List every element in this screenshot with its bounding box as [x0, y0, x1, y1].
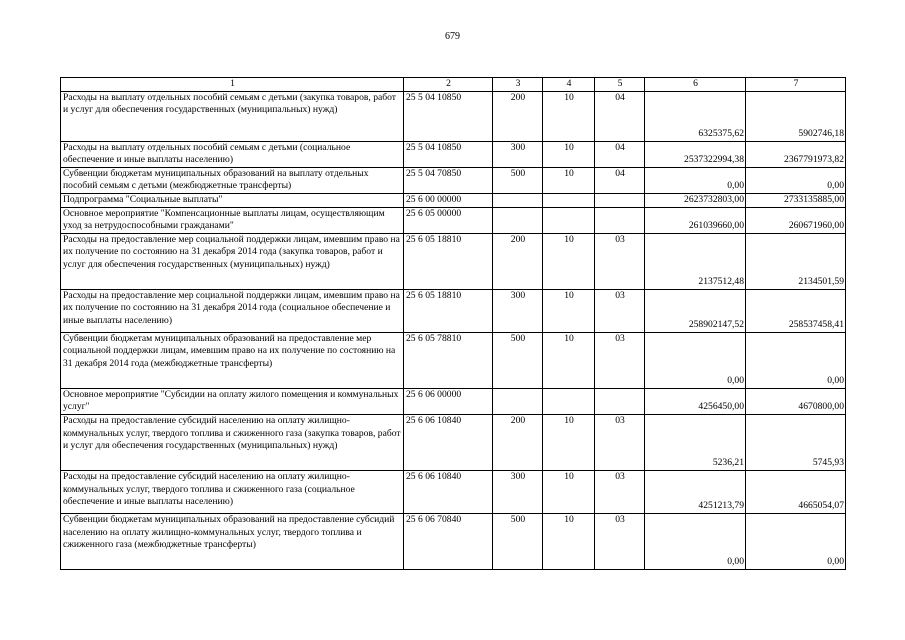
row-expense-type: 500 [493, 332, 543, 388]
row-description: Субвенции бюджетам муниципальных образований на предоставление мер социальной поддержки лицам, имевшим право на их получение по состоянию на 31 декабря 2014 года (межбюджетные трансферты) [61, 332, 404, 388]
row-amount-col6: 0,00 [645, 332, 746, 388]
table-row [61, 233, 846, 289]
row-description: Расходы на выплату отдельных пособий семьям с детьми (закупка товаров, работ и услуг для обеспечения государственных (муниципальных) нужд) [61, 91, 404, 141]
row-amount-col6: 6325375,62 [645, 91, 746, 141]
row-section: 10 [543, 233, 595, 289]
header-cell: 6 [645, 78, 746, 92]
table-row [61, 207, 846, 233]
row-description: Основное мероприятие "Компенсационные выплаты лицам, осуществляющим уход за нетрудоспособными гражданами" [61, 207, 404, 233]
row-expense-type: 300 [493, 470, 543, 513]
row-amount-col7: 4665054,07 [746, 470, 846, 513]
row-section: 10 [543, 141, 595, 167]
row-expense-type: 200 [493, 233, 543, 289]
row-amount-col6: 4251213,79 [645, 470, 746, 513]
row-subsection [595, 193, 645, 207]
row-subsection: 04 [595, 91, 645, 141]
row-code: 25 6 05 00000 [404, 207, 493, 233]
row-amount-col7: 258537458,41 [746, 289, 846, 332]
table-row [61, 91, 846, 141]
row-subsection: 03 [595, 513, 645, 569]
row-expense-type [493, 207, 543, 233]
row-section: 10 [543, 91, 595, 141]
row-amount-col7: 260671960,00 [746, 207, 846, 233]
row-section: 10 [543, 470, 595, 513]
row-description: Расходы на выплату отдельных пособий семьям с детьми (социальное обеспечение и иные выплаты населению) [61, 141, 404, 167]
table-row [61, 513, 846, 569]
row-expense-type [493, 388, 543, 414]
row-section [543, 193, 595, 207]
row-description: Субвенции бюджетам муниципальных образований на предоставление субсидий населению на оплату жилищно-коммунальных услуг, твердого топлива и сжиженного газа (межбюджетные трансферты) [61, 513, 404, 569]
row-description: Расходы на предоставление субсидий населению на оплату жилищно-коммунальных услуг, твердого топлива и сжиженного газа (закупка товаров, работ и услуг для обеспечения государственных (муниципальных) нужд) [61, 414, 404, 470]
header-cell: 7 [746, 78, 846, 92]
row-amount-col7: 5745,93 [746, 414, 846, 470]
row-amount-col6: 2623732803,00 [645, 193, 746, 207]
row-expense-type: 300 [493, 289, 543, 332]
row-subsection [595, 388, 645, 414]
row-amount-col7: 2367791973,82 [746, 141, 846, 167]
row-description: Расходы на предоставление мер социальной поддержки лицам, имевшим право на их получение по состоянию на 31 декабря 2014 года (социальное обеспечение и иные выплаты населению) [61, 289, 404, 332]
row-section: 10 [543, 414, 595, 470]
row-amount-col6: 5236,21 [645, 414, 746, 470]
row-amount-col7: 2733135885,00 [746, 193, 846, 207]
row-amount-col6: 0,00 [645, 513, 746, 569]
row-amount-col7: 0,00 [746, 332, 846, 388]
header-cell: 5 [595, 78, 645, 92]
row-subsection: 03 [595, 414, 645, 470]
row-code: 25 5 04 10850 [404, 91, 493, 141]
row-amount-col7: 5902746,18 [746, 91, 846, 141]
row-code: 25 6 06 00000 [404, 388, 493, 414]
header-cell: 1 [61, 78, 404, 92]
row-expense-type: 300 [493, 141, 543, 167]
row-code: 25 6 00 00000 [404, 193, 493, 207]
row-code: 25 6 06 10840 [404, 414, 493, 470]
row-section: 10 [543, 289, 595, 332]
row-section: 10 [543, 332, 595, 388]
header-cell: 4 [543, 78, 595, 92]
row-expense-type: 500 [493, 167, 543, 193]
row-expense-type: 500 [493, 513, 543, 569]
row-expense-type: 200 [493, 414, 543, 470]
row-amount-col6: 4256450,00 [645, 388, 746, 414]
row-code: 25 6 05 18810 [404, 289, 493, 332]
row-description: Расходы на предоставление субсидий населению на оплату жилищно-коммунальных услуг, твердого топлива и сжиженного газа (социальное обеспечение и иные выплаты населению) [61, 470, 404, 513]
row-section: 10 [543, 513, 595, 569]
row-amount-col6: 261039660,00 [645, 207, 746, 233]
table-row [61, 167, 846, 193]
row-amount-col7: 2134501,59 [746, 233, 846, 289]
table-row [61, 193, 846, 207]
row-amount-col6: 2537322994,38 [645, 141, 746, 167]
table-header-row [61, 78, 846, 92]
row-subsection: 03 [595, 289, 645, 332]
page-number: 679 [445, 31, 460, 42]
row-section [543, 388, 595, 414]
row-subsection: 04 [595, 167, 645, 193]
row-expense-type: 200 [493, 91, 543, 141]
row-code: 25 6 06 70840 [404, 513, 493, 569]
row-expense-type [493, 193, 543, 207]
row-description: Подпрограмма "Социальные выплаты" [61, 193, 404, 207]
row-code: 25 6 05 78810 [404, 332, 493, 388]
table-row [61, 141, 846, 167]
row-amount-col6: 258902147,52 [645, 289, 746, 332]
row-amount-col7: 4670800,00 [746, 388, 846, 414]
row-amount-col6: 2137512,48 [645, 233, 746, 289]
table-row [61, 332, 846, 388]
row-amount-col6: 0,00 [645, 167, 746, 193]
table-row [61, 470, 846, 513]
row-description: Основное мероприятие "Субсидии на оплату жилого помещения и коммунальных услуг" [61, 388, 404, 414]
row-amount-col7: 0,00 [746, 167, 846, 193]
header-cell: 3 [493, 78, 543, 92]
row-code: 25 6 06 10840 [404, 470, 493, 513]
row-subsection [595, 207, 645, 233]
row-amount-col7: 0,00 [746, 513, 846, 569]
table-row [61, 289, 846, 332]
table-row [61, 388, 846, 414]
row-subsection: 04 [595, 141, 645, 167]
budget-table [60, 77, 846, 570]
row-code: 25 6 05 18810 [404, 233, 493, 289]
row-description: Субвенции бюджетам муниципальных образований на выплату отдельных пособий семьям с детьми (межбюджетные трансферты) [61, 167, 404, 193]
row-description: Расходы на предоставление мер социальной поддержки лицам, имевшим право на их получение по состоянию на 31 декабря 2014 года (закупка товаров, работ и услуг для обеспечения государственных (муниципальных) нужд) [61, 233, 404, 289]
header-cell: 2 [404, 78, 493, 92]
row-section: 10 [543, 167, 595, 193]
table-row [61, 414, 846, 470]
row-code: 25 5 04 70850 [404, 167, 493, 193]
row-subsection: 03 [595, 332, 645, 388]
row-subsection: 03 [595, 233, 645, 289]
row-subsection: 03 [595, 470, 645, 513]
row-section [543, 207, 595, 233]
row-code: 25 5 04 10850 [404, 141, 493, 167]
